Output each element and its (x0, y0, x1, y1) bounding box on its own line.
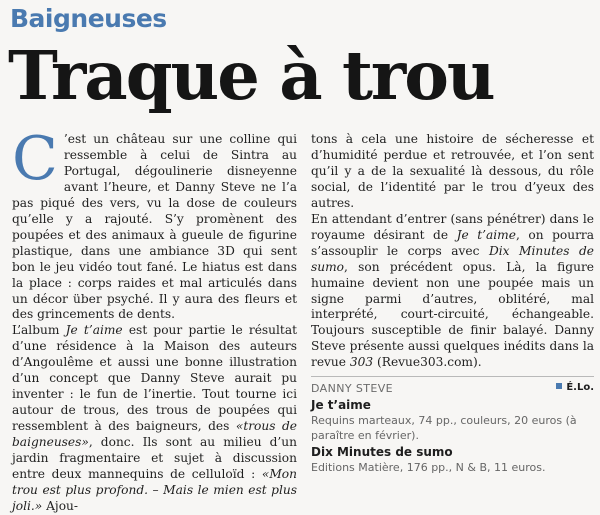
book1-details: Requins marteaux, 74 pp., couleurs, 20 euros (à paraître en février). (311, 414, 577, 442)
text-span: , donc. Ils sont au milieu d’un jardin fragmentaire et sujet à discussion entre deux mannequins de celluloïd : (12, 435, 297, 482)
book-title-italic: Je t’aime (65, 323, 123, 338)
book2-title: Dix Minutes de sumo (311, 445, 453, 459)
revue-title-italic: 303 (349, 355, 374, 370)
signature-text: É.Lo. (566, 382, 594, 394)
text-span: est pour partie le résultat d’une résidence à la Maison des auteurs d’Angoulême et aussi une bonne illustration d’un concept que Danny Steve aurait pu inventer : le fun de l’inertie. Tout tourne ici autour de trous, des trous de poupées qui ressemblent à des baigneurs, des (12, 323, 297, 434)
text-span: , son précédent opus. Là, la figure humaine devient non une poupée mais un signe parmi d’autres, oblitéré, mal interprété, court-circuité, échangeable. Toujours susceptible de finir balayé. Danny Steve présente aussi quelques inédits dans la revue (311, 259, 594, 370)
book-author: DANNY STEVE (311, 382, 394, 395)
quote-italic: «trous de baigneuses» (12, 419, 297, 450)
book1-title: Je t’aime (311, 398, 371, 412)
paragraph-sumo (311, 212, 594, 372)
paragraph-album (12, 323, 297, 514)
text-span: L’album (12, 323, 66, 338)
section-kicker: Baigneuses (10, 4, 167, 33)
headline: Traque à trou (8, 36, 494, 115)
text-span: (Revue303.com). (373, 355, 482, 370)
dropcap: C (12, 124, 58, 194)
book2-details: Editions Matière, 176 pp., N & B, 11 euros. (311, 461, 546, 474)
paragraph-continuation: tons à cela une histoire de sécheresse et d’humidité perdue et retrouvée, et l’on sent qu’il y a de la sexualité là dessous, du rôle social, de l’identité par le trou d’yeux des autres. (311, 132, 594, 210)
text-span: , on pourra s’assouplir le corps avec (311, 227, 595, 258)
article-column-left (12, 124, 297, 515)
article-column-right (311, 132, 594, 396)
paragraph-intro-text: ’est un château sur une colline qui ressemble à celui de Sintra au Portugal, dégoulinerie disneyenne avant l’heure, et Danny Steve ne l’a pas piqué des vers, vu la dose de couleurs qu’elle y a rajouté. S’y promènent des poupées et des animaux à gueule de figurine plastique, dans une ambiance 3D qui sent bon le jeu vidéo tout fané. Le hiatus est dans la place : corps raides et mal articulés dans un décor über psyché. Il y aura des fleurs et des grincements de dents. (12, 132, 297, 322)
text-span: Ajou- (42, 498, 79, 513)
book-info-box (311, 376, 594, 475)
paragraph-intro (12, 124, 297, 323)
book-title-italic: Je t’aime (456, 227, 516, 242)
quote-italic: «Mon trou est plus profond. – Mais le mien est plus joli.» (12, 467, 297, 513)
book-title-italic: Dix Minutes de sumo (311, 243, 594, 274)
text-span: En attendant d’entrer (sans pénétrer) dans le royaume désirant de (311, 211, 594, 242)
